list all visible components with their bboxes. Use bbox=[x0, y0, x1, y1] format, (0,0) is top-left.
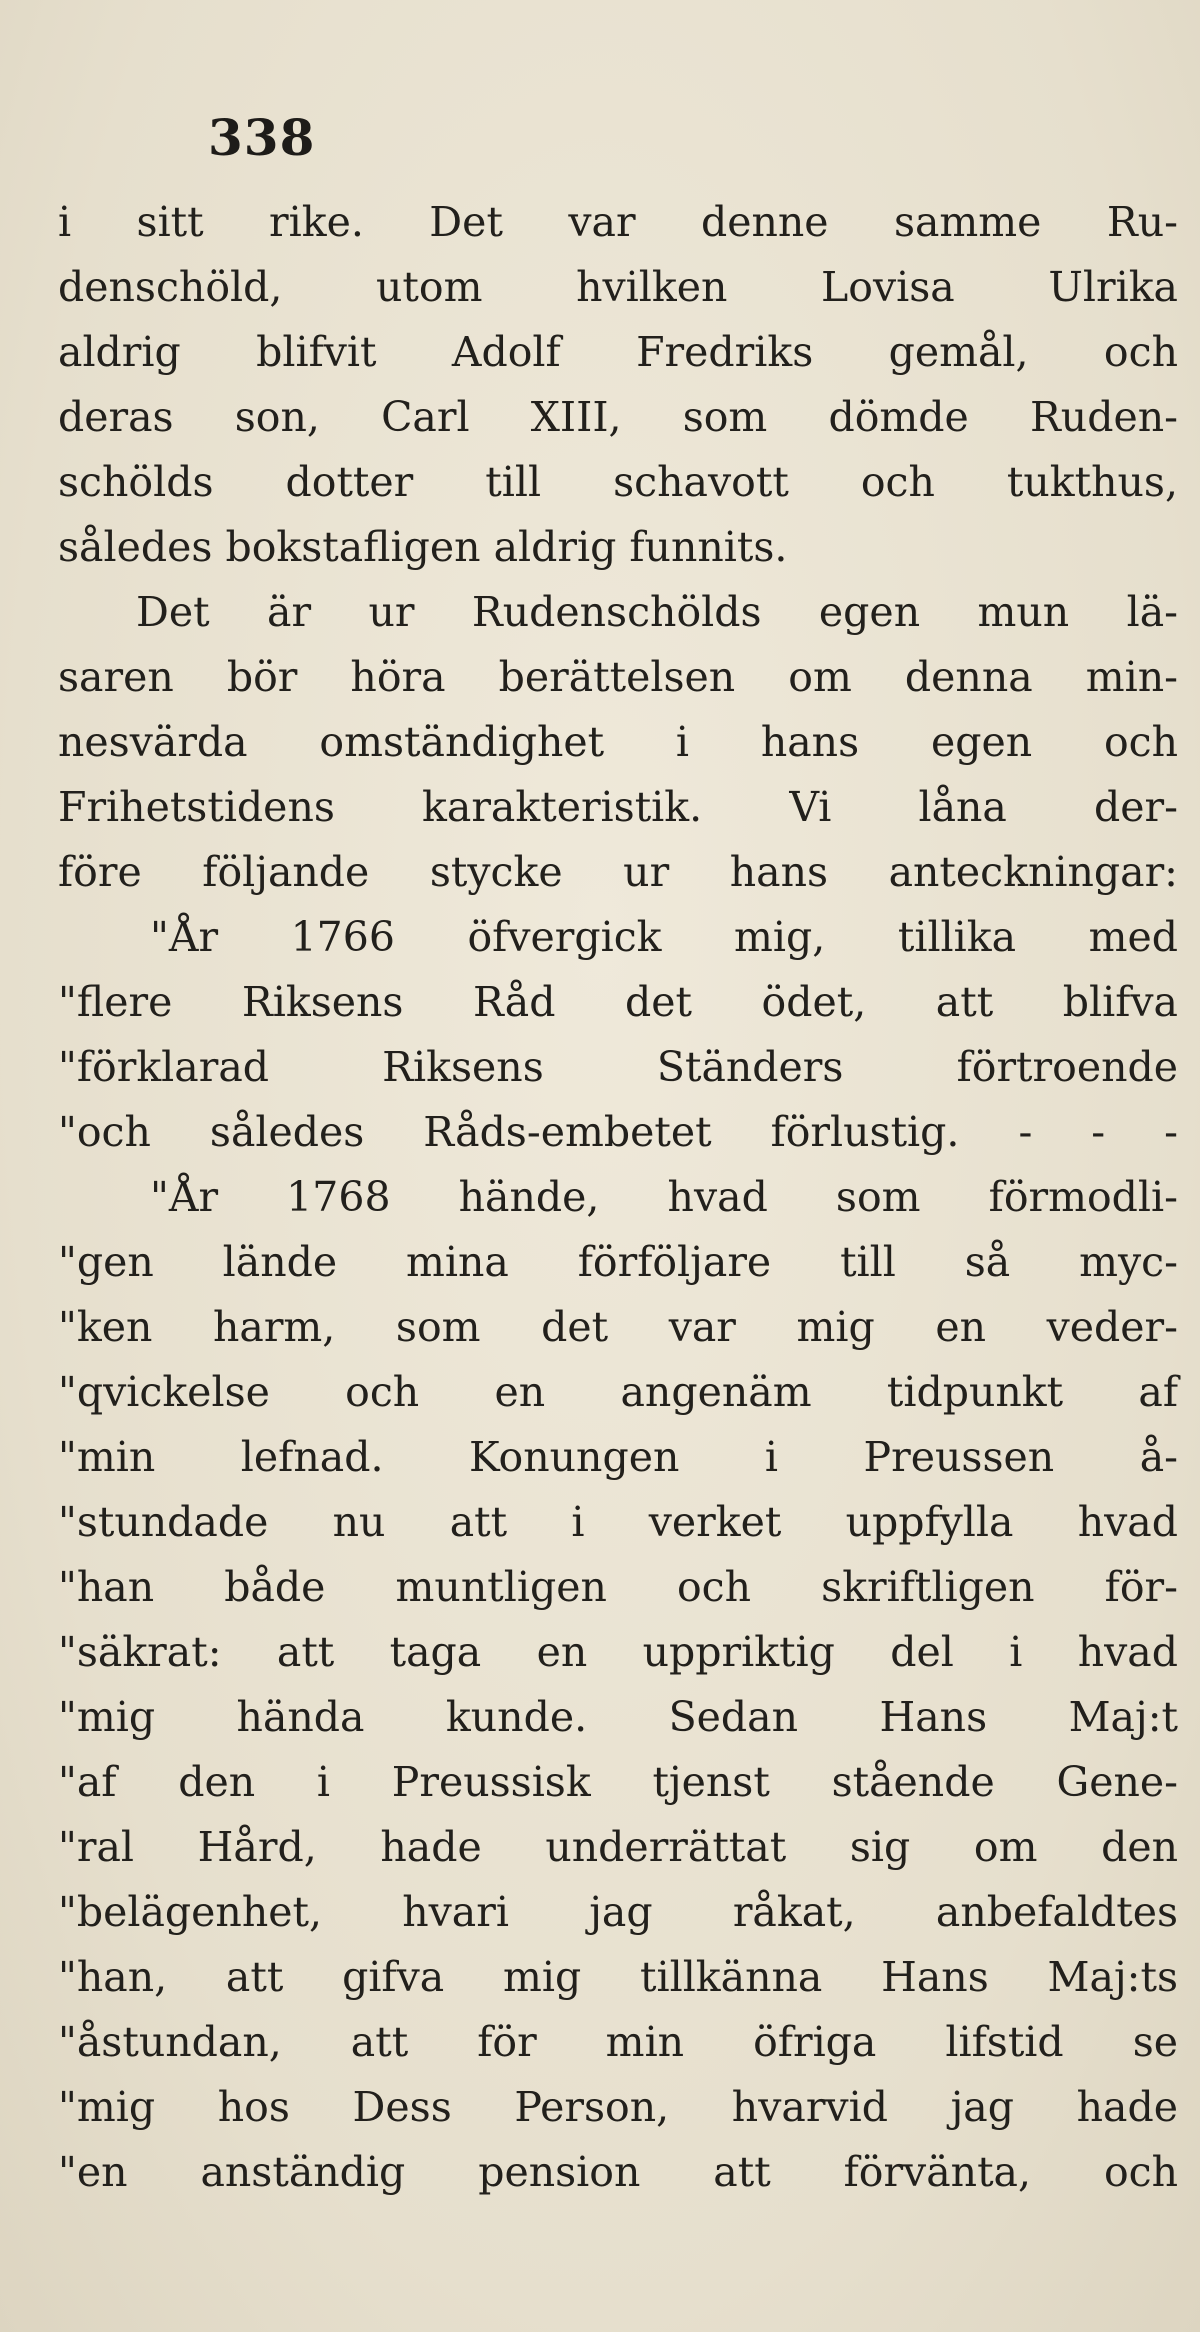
page-number: 338 bbox=[208, 108, 316, 167]
text-line: Frihetstidens karakteristik. Vi låna der- bbox=[58, 783, 1178, 831]
text-line: denschöld, utom hvilken Lovisa Ulrika bbox=[58, 263, 1178, 311]
text-line: "År 1766 öfvergick mig, tillika med bbox=[150, 913, 1178, 961]
text-line: "År 1768 hände, hvad som förmodli- bbox=[150, 1173, 1178, 1221]
text-line: "ral Hård, hade underrättat sig om den bbox=[58, 1823, 1178, 1871]
text-line: Det är ur Rudenschölds egen mun lä- bbox=[136, 588, 1178, 636]
text-line: "gen lände mina förföljare till så myc- bbox=[58, 1238, 1178, 1286]
text-line: saren bör höra berättelsen om denna min- bbox=[58, 653, 1178, 701]
text-line: "ken harm, som det var mig en veder- bbox=[58, 1303, 1178, 1351]
text-line: före följande stycke ur hans anteckningar: bbox=[58, 848, 1178, 896]
text-line: "han både muntligen och skriftligen för- bbox=[58, 1563, 1178, 1611]
text-line: nesvärda omständighet i hans egen och bbox=[58, 718, 1178, 766]
body-text bbox=[58, 190, 1178, 2205]
text-line: "stundade nu att i verket uppfylla hvad bbox=[58, 1498, 1178, 1546]
text-line: "förklarad Riksens Ständers förtroende bbox=[58, 1043, 1178, 1091]
text-line: "mig hos Dess Person, hvarvid jag hade bbox=[58, 2083, 1178, 2131]
text-line: "en anständig pension att förvänta, och bbox=[58, 2148, 1178, 2196]
text-line: "af den i Preussisk tjenst stående Gene- bbox=[58, 1758, 1178, 1806]
text-line: "mig hända kunde. Sedan Hans Maj:t bbox=[58, 1693, 1178, 1741]
text-line: "belägenhet, hvari jag råkat, anbefaldtes bbox=[58, 1888, 1178, 1936]
text-line: "flere Riksens Råd det ödet, att blifva bbox=[58, 978, 1178, 1026]
text-line: således bokstafligen aldrig funnits. bbox=[58, 523, 788, 571]
text-line: "åstundan, att för min öfriga lifstid se bbox=[58, 2018, 1178, 2066]
text-line: "min lefnad. Konungen i Preussen å- bbox=[58, 1433, 1178, 1481]
text-line: schölds dotter till schavott och tukthus, bbox=[58, 458, 1178, 506]
text-line: "säkrat: att taga en uppriktig del i hvad bbox=[58, 1628, 1178, 1676]
text-line: "qvickelse och en angenäm tidpunkt af bbox=[58, 1368, 1178, 1416]
text-line: "han, att gifva mig tillkänna Hans Maj:ts bbox=[58, 1953, 1178, 2001]
text-line: i sitt rike. Det var denne samme Ru- bbox=[58, 198, 1178, 246]
text-line: aldrig blifvit Adolf Fredriks gemål, och bbox=[58, 328, 1178, 376]
text-line: "och således Råds-embetet förlustig. - - - bbox=[58, 1108, 1178, 1156]
text-line: deras son, Carl XIII, som dömde Ruden- bbox=[58, 393, 1178, 441]
